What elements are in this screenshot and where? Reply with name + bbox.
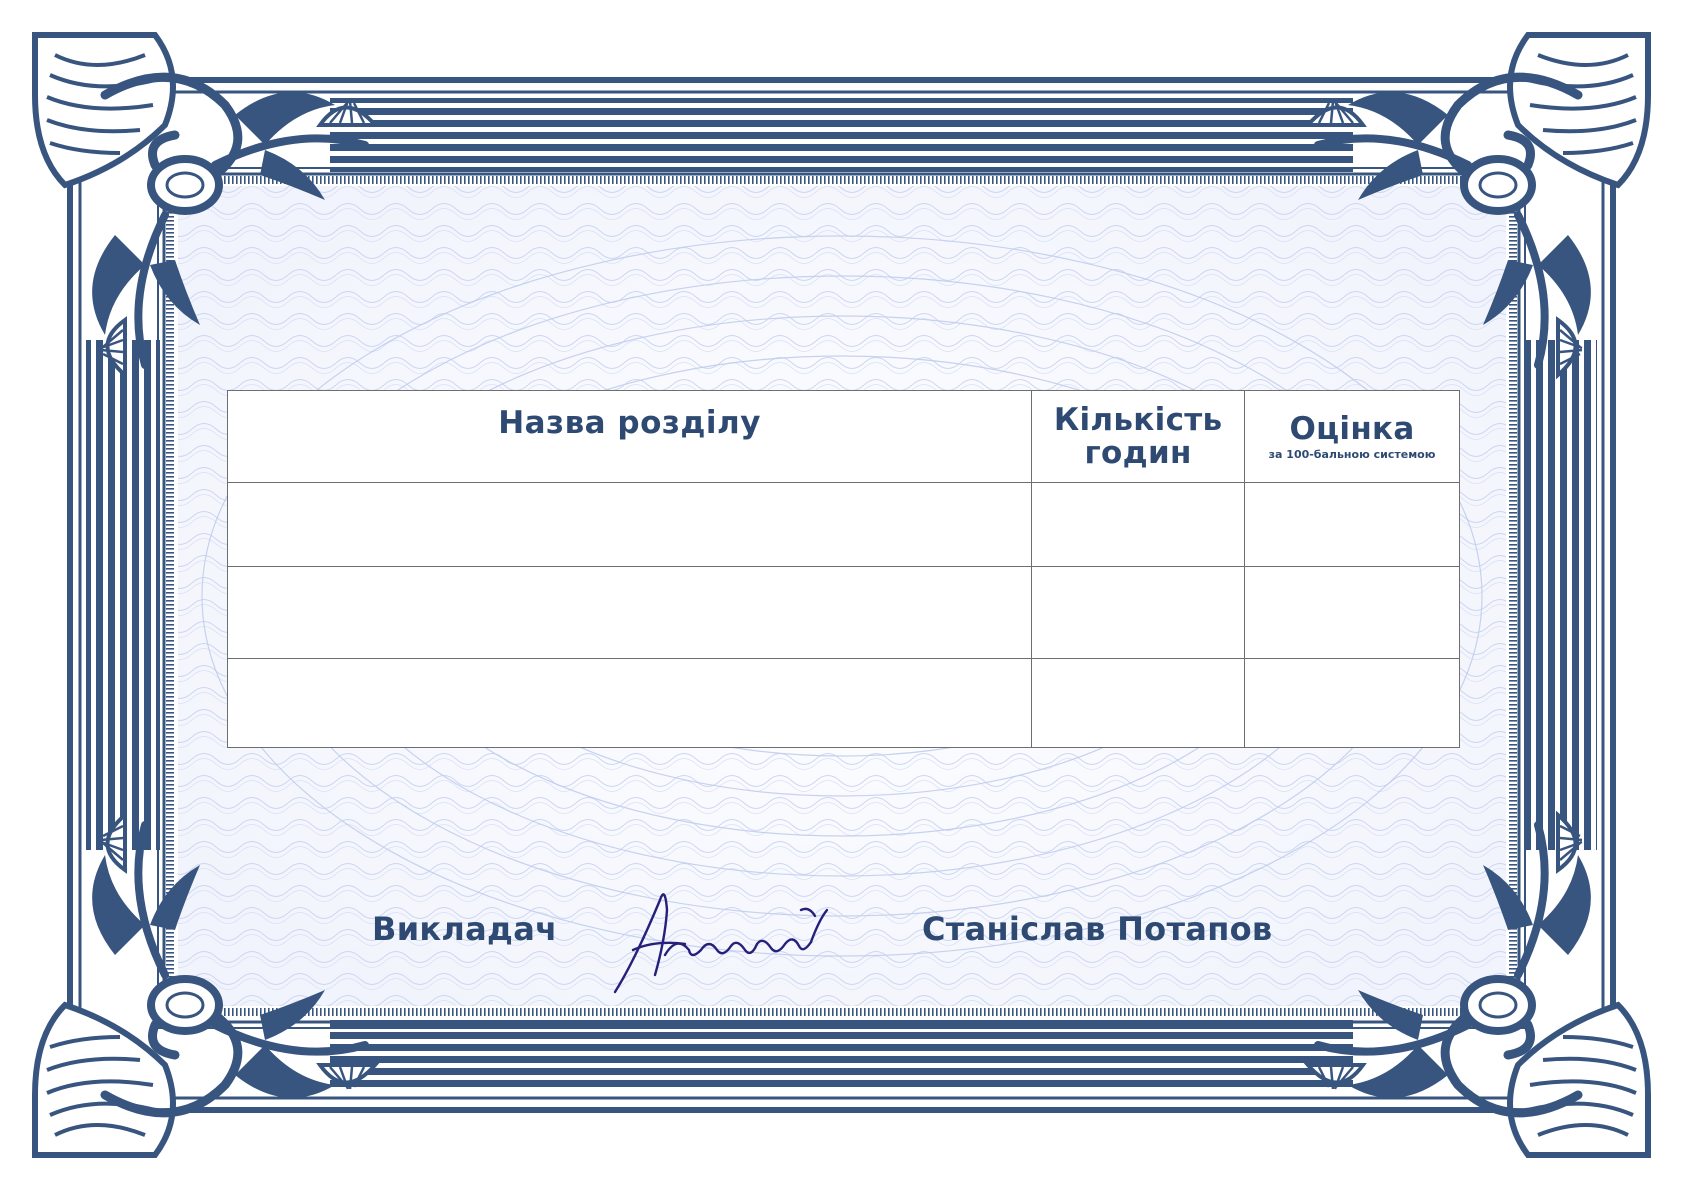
cell-hours <box>1032 659 1245 748</box>
column-header-grade <box>1245 391 1460 483</box>
column-header-hours-line2: годин <box>1084 434 1192 471</box>
column-header-section-title-text: Назва розділу <box>498 404 761 441</box>
table-row <box>228 483 1460 567</box>
table-row <box>228 567 1460 659</box>
table-row <box>228 659 1460 748</box>
cell-grade <box>1245 567 1460 659</box>
cell-section-title <box>228 567 1032 659</box>
instructor-name: Станіслав Потапов <box>922 910 1273 948</box>
column-header-grade-text: Оцінка <box>1289 410 1415 447</box>
instructor-role-label: Викладач <box>372 910 558 948</box>
handwritten-signature <box>605 880 845 1000</box>
cell-grade <box>1245 659 1460 748</box>
sections-table <box>227 390 1460 748</box>
column-header-section-title <box>228 391 1032 483</box>
cell-section-title <box>228 483 1032 567</box>
cell-hours <box>1032 483 1245 567</box>
column-header-hours <box>1032 391 1245 483</box>
cell-section-title <box>228 659 1032 748</box>
column-header-hours-line1: Кількість <box>1053 401 1223 438</box>
column-header-grade-note: за 100-бальною системою <box>1268 447 1436 461</box>
table-header-row <box>228 391 1460 483</box>
cell-grade <box>1245 483 1460 567</box>
cell-hours <box>1032 567 1245 659</box>
